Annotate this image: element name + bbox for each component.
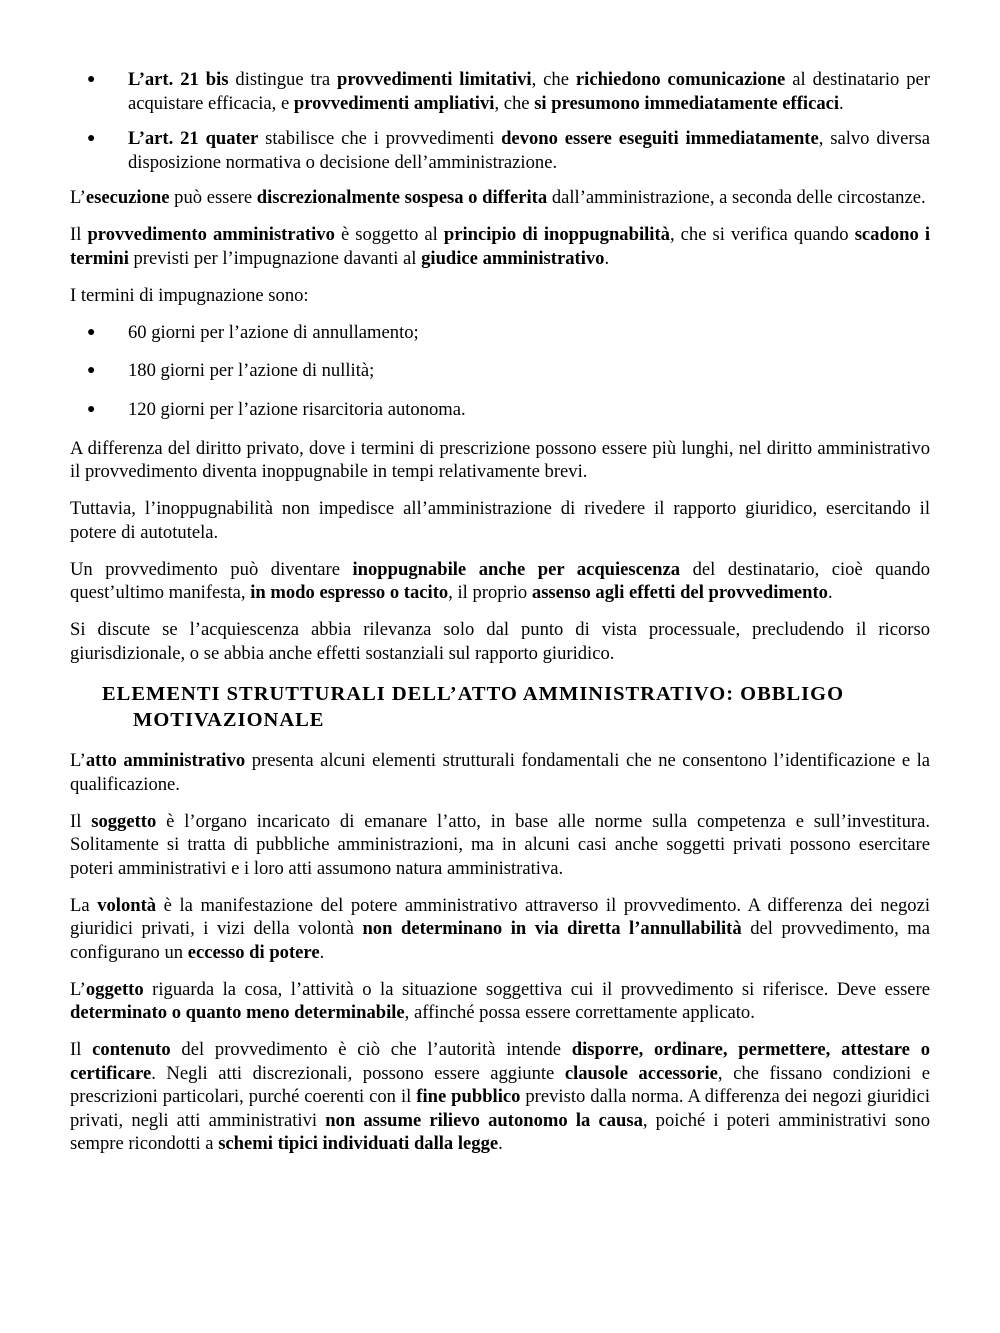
paragraph-tuttavia: Tuttavia, l’inoppugnabilità non impedisce all’amministrazione di rivedere il rapporto giuridico, esercitando il potere di autotutela. (70, 498, 930, 543)
bold-text: L’art. 21 quater (128, 128, 259, 149)
paragraph-volonta: La volontà è la manifestazione del potere amministrativo attraverso il provvedimento. A differenza dei negozi giuridici privati, i vizi della volontà non determinano in via diretta l’annullabilità del provvedimento, ma configurano un eccesso di potere. (70, 894, 930, 963)
bold-text: atto amministrativo (85, 750, 246, 772)
paragraph-termini-intro: I termini di impugnazione sono: (70, 284, 309, 306)
bold-text: soggetto (91, 810, 157, 832)
list-item-text: L’art. 21 quater stabilisce che i provvedimenti devono essere eseguiti immediatamente, salvo diversa disposizione normativa o decisione dell’amministrazione. (128, 128, 931, 173)
paragraph-inoppugnabilita: Il provvedimento amministrativo è soggetto al principio di inoppugnabilità, che si verifica quando scadono i termini previsti per l’impugnazione davanti al giudice amministrativo. (70, 224, 930, 269)
bold-text: richiedono comunicazione (575, 69, 786, 90)
bold-text: fine pubblico (416, 1086, 521, 1108)
bullet-icon: ● (87, 401, 96, 417)
list-item (70, 68, 930, 115)
bold-text: principio di inoppugnabilità (443, 224, 670, 245)
bold-text: provvedimento amministrativo (87, 224, 335, 245)
bullet-icon: ● (87, 324, 96, 340)
bold-text: contenuto (92, 1039, 171, 1061)
bold-text: disporre, ordinare, permettere, attestare o certificare (70, 1039, 931, 1084)
bullet-icon: ● (87, 131, 96, 146)
paragraph-acquiescenza: Un provvedimento può diventare inoppugnabile anche per acquiescenza del destinatario, cioè quando quest’ultimo manifesta, in modo espresso o tacito, il proprio assenso agli effetti del provvedimento. (70, 558, 931, 604)
bold-text: determinato o quanto meno determinabile (70, 1002, 405, 1024)
bold-text: giudice amministrativo (421, 247, 605, 269)
bold-text: in modo espresso o tacito (250, 582, 449, 604)
bold-text: discrezionalmente sospesa o differita (256, 187, 548, 208)
bold-text: L’art. 21 bis (128, 69, 229, 90)
bold-text: inoppugnabile anche per acquiescenza (352, 558, 681, 580)
paragraph-oggetto: L’oggetto riguarda la cosa, l’attività o la situazione soggettiva cui il provvedimento si riferisce. Deve essere determinato o quanto meno determinabile, affinché possa essere correttamente applicato. (70, 978, 930, 1024)
list-item-text: L’art. 21 bis distingue tra provvedimenti limitativi, che richiedono comunicazione al destinatario per acquistare efficacia, e provvedimenti ampliativi, che si presumono immediatamente efficaci. (128, 69, 930, 114)
list-item-text: 60 giorni per l’azione di annullamento; (128, 321, 419, 343)
list-item (70, 127, 930, 174)
section-heading-line2: MOTIVAZIONALE (133, 709, 325, 732)
bold-text: eccesso di potere (187, 941, 320, 963)
paragraph-diritto-privato: A differenza del diritto privato, dove i termini di prescrizione possono essere più lunghi, nel diritto amministrativo il provvedimento diventa inoppugnabile in tempi relativamente brevi. (70, 437, 930, 483)
bold-text: schemi tipici individuati dalla legge (218, 1133, 499, 1155)
bullet-icon: ● (87, 72, 96, 87)
bold-text: clausole accessorie (564, 1062, 718, 1084)
bold-text: assenso agli effetti del provvedimento (531, 582, 828, 604)
paragraph-discute: Si discute se l’acquiescenza abbia rilevanza solo dal punto di vista processuale, precludendo il ricorso giurisdizionale, o se abbia anche effetti sostanziali sul rapporto giuridico. (70, 619, 930, 664)
bold-text: non assume rilievo autonomo la causa (325, 1109, 643, 1131)
paragraph-atto: L’atto amministrativo presenta alcuni elementi strutturali fondamentali che ne consentono l’identificazione e la qualificazione. (70, 750, 930, 795)
bullet-list-termini (70, 321, 930, 422)
paragraph-esecuzione: L’esecuzione può essere discrezionalmente sospesa o differita dall’amministrazione, a seconda delle circostanze. (70, 187, 926, 208)
bold-text: oggetto (85, 978, 144, 1000)
bold-text: provvedimenti limitativi (337, 69, 532, 90)
list-item-text: 180 giorni per l’azione di nullità; (128, 360, 375, 382)
list-item (70, 359, 930, 383)
bold-text: scadono i termini (70, 224, 930, 269)
bullet-list-articles (70, 68, 930, 174)
bullet-icon: ● (87, 363, 96, 379)
paragraph-contenuto: Il contenuto del provvedimento è ciò che l’autorità intende disporre, ordinare, permettere, attestare o certificare. Negli atti discrezionali, possono essere aggiunte clausole accessorie, che fissano condizioni e prescrizioni particolari, purché coerenti con il fine pubblico previsto dalla norma. A differenza dei negozi giuridici privati, negli atti amministrativi non assume rilievo autonomo la causa, poiché i poteri amministrativi sono sempre ricondotti a schemi tipici individuati dalla legge. (70, 1039, 931, 1155)
section-heading (102, 681, 930, 733)
bold-text: non determinano in via diretta l’annullabilità (362, 918, 742, 940)
document-page (70, 68, 930, 1169)
list-item (70, 398, 930, 422)
list-item (70, 321, 930, 345)
bold-text: volontà (97, 894, 157, 916)
bold-text: provvedimenti ampliativi (293, 92, 495, 114)
bold-text: si presumono immediatamente efficaci (534, 92, 840, 114)
list-item-text: 120 giorni per l’azione risarcitoria autonoma. (128, 398, 466, 420)
bold-text: devono essere eseguiti immediatamente (501, 128, 819, 149)
bold-text: esecuzione (85, 187, 170, 208)
section-heading-line1: ELEMENTI STRUTTURALI DELL’ATTO AMMINISTRATIVO: OBBLIGO (102, 683, 845, 706)
paragraph-soggetto: Il soggetto è l’organo incaricato di emanare l’atto, in base alle norme sulla competenza e sull’investitura. Solitamente si tratta di pubbliche amministrazioni, ma in alcuni casi anche soggetti privati possono esercitare poteri amministrativi e i loro atti assumono natura amministrativa. (70, 810, 930, 879)
